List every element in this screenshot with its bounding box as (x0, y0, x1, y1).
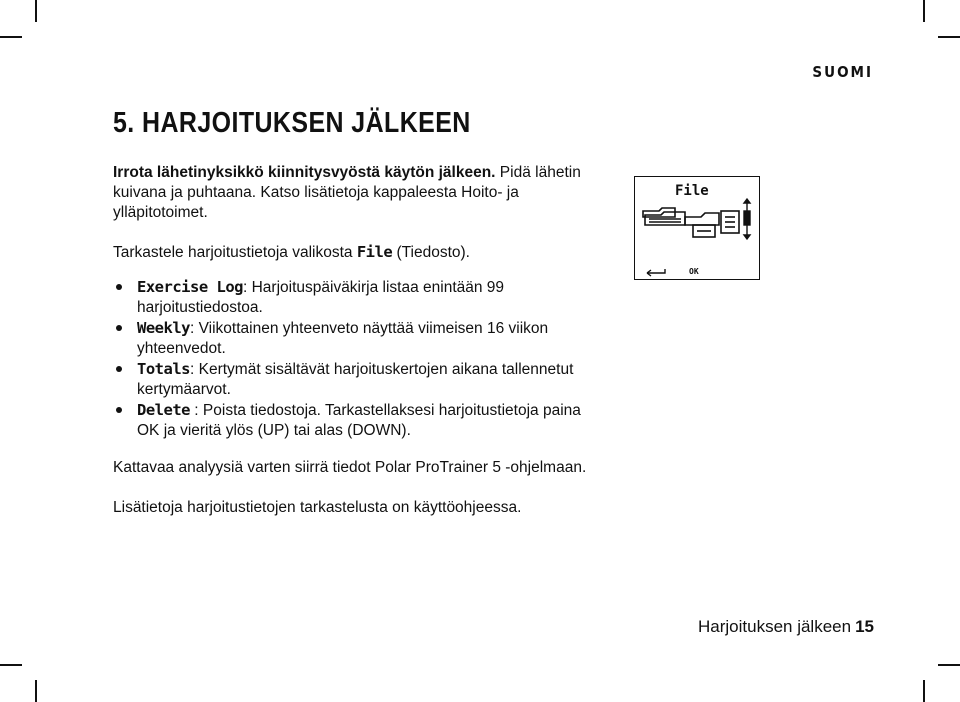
body-text (113, 163, 593, 518)
bullet-icon (116, 325, 122, 331)
option-term: Delete (137, 401, 190, 419)
view-paragraph (113, 242, 593, 263)
option-term: Weekly (137, 319, 190, 337)
page-footer (698, 617, 874, 637)
crop-mark (0, 36, 22, 38)
crop-mark (923, 0, 925, 22)
intro-text: Pidä lähetin kuivana ja puhtaana. Katso lisätietoja kappaleesta Hoito- ja ylläpitotoimet. (113, 164, 581, 221)
ok-label: OK (689, 267, 699, 276)
crop-mark (35, 680, 37, 702)
back-arrow-icon (647, 269, 665, 276)
crop-mark (938, 664, 960, 666)
option-desc: : Kertymät sisältävät harjoituskertojen aikana tallennetut kertymäarvot. (137, 361, 574, 398)
crop-mark (0, 664, 22, 666)
menu-options-list (113, 277, 593, 441)
view-text-after: (Tiedosto). (392, 244, 470, 261)
list-item (113, 318, 593, 359)
option-desc: : Poista tiedostoja. Tarkastellaksesi harjoitustietoja paina OK ja vieritä ylös (UP) tai alas (DOWN). (137, 402, 581, 439)
language-label: SUOMI (812, 63, 873, 81)
crop-mark (938, 36, 960, 38)
page-number: 15 (855, 617, 874, 636)
crop-mark (35, 0, 37, 22)
view-text-before: Tarkastele harjoitustietoja valikosta (113, 244, 357, 261)
bullet-icon (116, 284, 122, 290)
list-item (113, 400, 593, 441)
footer-chapter: Harjoituksen jälkeen (697, 617, 852, 636)
crop-mark (923, 680, 925, 702)
list-item (113, 359, 593, 400)
more-info-paragraph: Lisätietoja harjoitustietojen tarkastelusta on käyttöohjeessa. (113, 499, 522, 516)
analysis-paragraph: Kattavaa analyysiä varten siirrä tiedot Polar ProTrainer 5 -ohjelmaan. (113, 459, 587, 476)
option-desc: : Viikottainen yhteenveto näyttää viimeisen 16 viikon yhteenvedot. (137, 320, 549, 357)
intro-paragraph (113, 163, 593, 223)
folders-icon (643, 208, 685, 225)
option-term: Exercise Log (137, 278, 243, 296)
bullet-icon (116, 366, 122, 372)
menu-file-label: File (356, 243, 393, 261)
scroll-indicator-icon (744, 199, 750, 239)
document-icon (721, 211, 739, 233)
option-desc: : Harjoituspäiväkirja listaa enintään 99 harjoitustiedostoa. (137, 279, 505, 316)
bullet-icon (116, 407, 122, 413)
watch-display (634, 176, 760, 280)
list-item (113, 277, 593, 318)
section-title: 5. HARJOITUKSEN JÄLKEEN (113, 107, 471, 139)
option-term: Totals (137, 360, 190, 378)
printer-icon (685, 213, 719, 237)
display-graphics (635, 177, 761, 281)
intro-bold: Irrota lähetinyksikkö kiinnitysvyöstä käytön jälkeen. (113, 164, 496, 181)
display-title: File (675, 183, 709, 199)
